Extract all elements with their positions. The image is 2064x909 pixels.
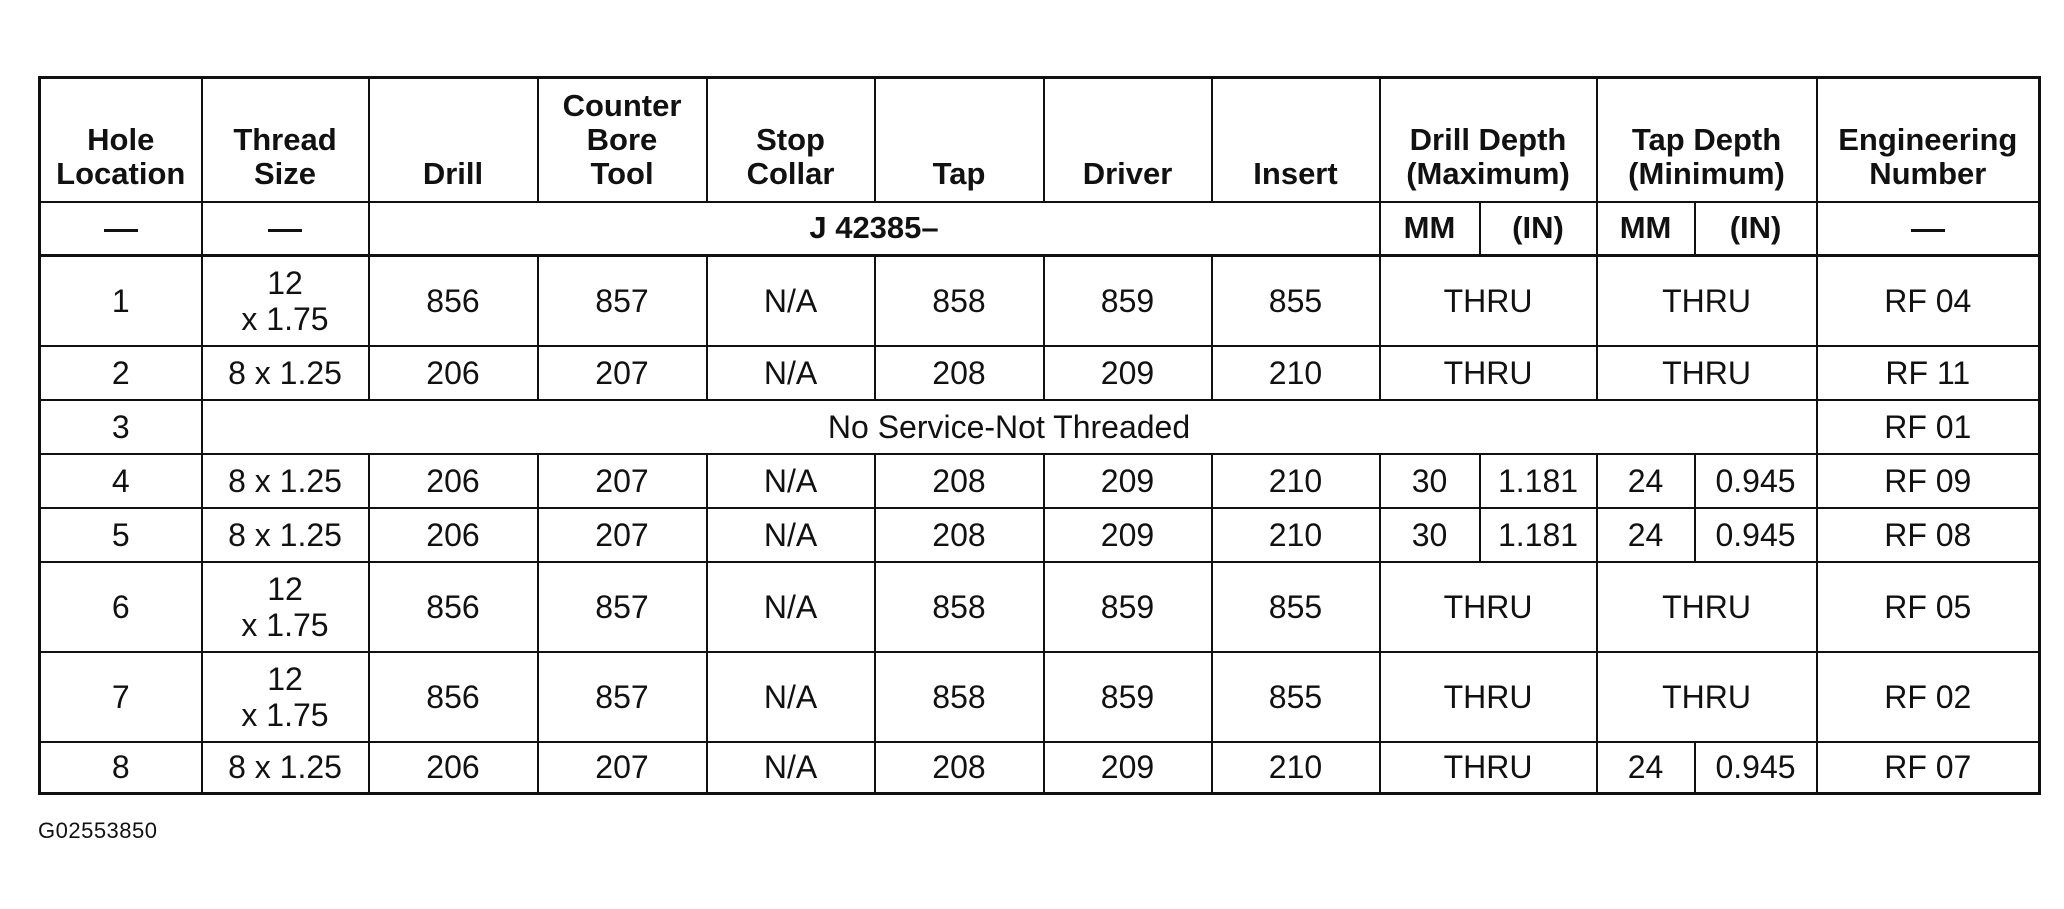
cell-drill: 206	[369, 508, 538, 562]
table-row	[40, 742, 2040, 794]
cell-hole: 5	[40, 508, 202, 562]
cell-insert: 210	[1212, 454, 1380, 508]
cell-stop-collar: N/A	[707, 256, 875, 346]
cell-drill: 206	[369, 346, 538, 400]
header-drill-depth: Drill Depth (Maximum)	[1380, 78, 1597, 202]
cell-stop-collar: N/A	[707, 652, 875, 742]
cell-driver: 209	[1044, 346, 1212, 400]
dash-mark	[1911, 229, 1945, 232]
cell-engineering-number: RF 04	[1817, 256, 2040, 346]
table-row	[40, 256, 2040, 346]
dash-engineering	[1817, 202, 2040, 256]
cell-counter-bore: 857	[538, 562, 707, 652]
cell-hole: 2	[40, 346, 202, 400]
cell-drill-depth-mm: 30	[1380, 508, 1480, 562]
tap-depth-unit-mm: MM	[1597, 202, 1695, 256]
cell-counter-bore: 207	[538, 454, 707, 508]
header-tap: Tap	[875, 78, 1044, 202]
header-insert: Insert	[1212, 78, 1380, 202]
cell-drill: 206	[369, 742, 538, 794]
dash-hole	[40, 202, 202, 256]
cell-drill-depth: THRU	[1380, 256, 1597, 346]
header-hole-location: Hole Location	[40, 78, 202, 202]
drill-depth-unit-in: (IN)	[1480, 202, 1597, 256]
tool-specification-table	[38, 76, 2041, 795]
cell-counter-bore: 207	[538, 346, 707, 400]
drill-depth-unit-mm: MM	[1380, 202, 1480, 256]
cell-tap-depth-mm: 24	[1597, 508, 1695, 562]
cell-tap-depth-mm: 24	[1597, 454, 1695, 508]
header-driver: Driver	[1044, 78, 1212, 202]
cell-thread: 8 x 1.25	[202, 742, 369, 794]
table-row	[40, 454, 2040, 508]
cell-tap-depth: THRU	[1597, 346, 1817, 400]
cell-no-service: No Service-Not Threaded	[202, 400, 1817, 454]
cell-engineering-number: RF 01	[1817, 400, 2040, 454]
header-thread-size: Thread Size	[202, 78, 369, 202]
cell-tap: 858	[875, 652, 1044, 742]
cell-insert: 210	[1212, 508, 1380, 562]
header-stop-collar: Stop Collar	[707, 78, 875, 202]
table-row	[40, 508, 2040, 562]
table-row	[40, 562, 2040, 652]
cell-engineering-number: RF 07	[1817, 742, 2040, 794]
cell-thread: 8 x 1.25	[202, 346, 369, 400]
cell-stop-collar: N/A	[707, 346, 875, 400]
figure-code: G02553850	[38, 818, 158, 843]
cell-tap: 858	[875, 562, 1044, 652]
cell-engineering-number: RF 02	[1817, 652, 2040, 742]
cell-tap-depth: THRU	[1597, 256, 1817, 346]
cell-tap: 208	[875, 454, 1044, 508]
tap-depth-unit-in: (IN)	[1695, 202, 1817, 256]
cell-hole: 4	[40, 454, 202, 508]
cell-drill: 856	[369, 562, 538, 652]
table-row	[40, 400, 2040, 454]
cell-drill-depth-in: 1.181	[1480, 508, 1597, 562]
cell-hole: 1	[40, 256, 202, 346]
cell-insert: 210	[1212, 346, 1380, 400]
cell-engineering-number: RF 08	[1817, 508, 2040, 562]
cell-stop-collar: N/A	[707, 454, 875, 508]
cell-tap-depth-in: 0.945	[1695, 742, 1817, 794]
cell-counter-bore: 207	[538, 508, 707, 562]
cell-driver: 209	[1044, 742, 1212, 794]
cell-drill: 856	[369, 652, 538, 742]
cell-driver: 209	[1044, 454, 1212, 508]
cell-tap: 208	[875, 508, 1044, 562]
cell-thread: 12 x 1.75	[202, 256, 369, 346]
cell-counter-bore: 207	[538, 742, 707, 794]
cell-stop-collar: N/A	[707, 508, 875, 562]
cell-insert: 855	[1212, 652, 1380, 742]
header-counter-bore-tool: Counter Bore Tool	[538, 78, 707, 202]
cell-hole: 7	[40, 652, 202, 742]
table-row	[40, 346, 2040, 400]
cell-hole: 8	[40, 742, 202, 794]
header-drill: Drill	[369, 78, 538, 202]
cell-engineering-number: RF 11	[1817, 346, 2040, 400]
tool-prefix: J 42385–	[369, 202, 1380, 256]
cell-tap-depth: THRU	[1597, 652, 1817, 742]
cell-drill: 206	[369, 454, 538, 508]
cell-insert: 210	[1212, 742, 1380, 794]
cell-tap-depth-in: 0.945	[1695, 508, 1817, 562]
cell-drill: 856	[369, 256, 538, 346]
cell-stop-collar: N/A	[707, 562, 875, 652]
cell-tap: 208	[875, 742, 1044, 794]
cell-thread: 12 x 1.75	[202, 652, 369, 742]
cell-driver: 209	[1044, 508, 1212, 562]
dash-thread	[202, 202, 369, 256]
cell-driver: 859	[1044, 256, 1212, 346]
cell-thread: 8 x 1.25	[202, 454, 369, 508]
cell-insert: 855	[1212, 256, 1380, 346]
table-row	[40, 652, 2040, 742]
cell-tap: 208	[875, 346, 1044, 400]
cell-driver: 859	[1044, 652, 1212, 742]
cell-drill-depth: THRU	[1380, 742, 1597, 794]
cell-counter-bore: 857	[538, 256, 707, 346]
dash-mark	[104, 229, 138, 232]
cell-drill-depth: THRU	[1380, 652, 1597, 742]
cell-tap-depth-in: 0.945	[1695, 454, 1817, 508]
cell-drill-depth-in: 1.181	[1480, 454, 1597, 508]
cell-tap-depth: THRU	[1597, 562, 1817, 652]
cell-hole: 3	[40, 400, 202, 454]
cell-tap: 858	[875, 256, 1044, 346]
header-engineering-number: Engineering Number	[1817, 78, 2040, 202]
cell-driver: 859	[1044, 562, 1212, 652]
cell-insert: 855	[1212, 562, 1380, 652]
cell-drill-depth: THRU	[1380, 346, 1597, 400]
cell-counter-bore: 857	[538, 652, 707, 742]
cell-thread: 8 x 1.25	[202, 508, 369, 562]
cell-tap-depth-mm: 24	[1597, 742, 1695, 794]
cell-drill-depth: THRU	[1380, 562, 1597, 652]
cell-thread: 12 x 1.75	[202, 562, 369, 652]
cell-stop-collar: N/A	[707, 742, 875, 794]
cell-hole: 6	[40, 562, 202, 652]
table-header	[40, 78, 2040, 256]
cell-drill-depth-mm: 30	[1380, 454, 1480, 508]
header-tap-depth: Tap Depth (Minimum)	[1597, 78, 1817, 202]
cell-engineering-number: RF 05	[1817, 562, 2040, 652]
table-body	[40, 256, 2040, 794]
dash-mark	[268, 229, 302, 232]
cell-engineering-number: RF 09	[1817, 454, 2040, 508]
